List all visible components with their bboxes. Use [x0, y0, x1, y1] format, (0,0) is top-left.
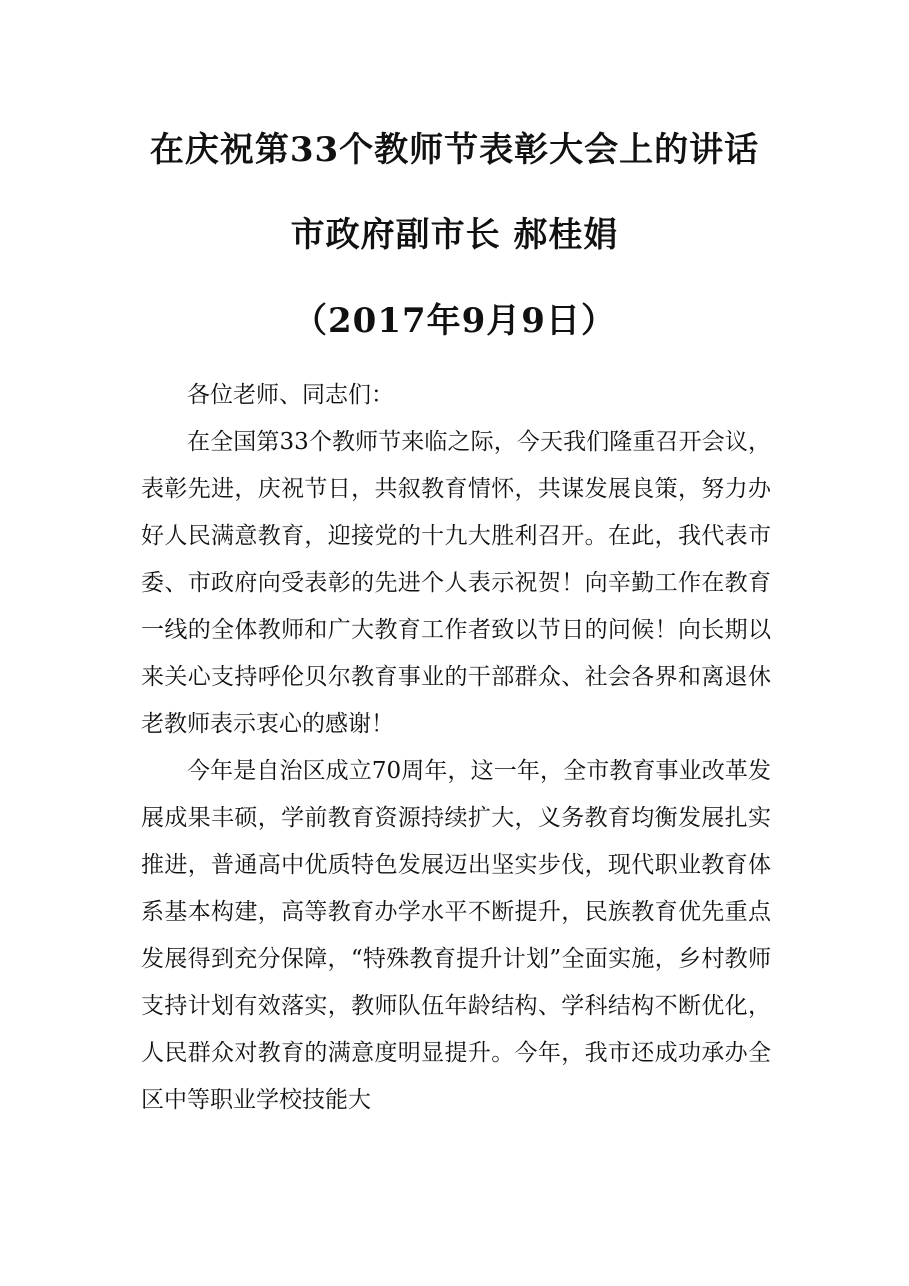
speaker-line: 市政府副市长 郝桂娟	[290, 215, 619, 255]
speech-body	[141, 372, 771, 1124]
document-title: 在庆祝第33个教师节表彰大会上的讲话	[149, 130, 760, 170]
salutation: 各位老师、同志们：	[187, 382, 394, 408]
paragraph: 在全国第33个教师节来临之际，今天我们隆重召开会议，表彰先进，庆祝节日，共叙教育情怀，共谋发展良策，努力办好人民满意教育，迎接党的十九大胜利召开。在此，我代表市委、市政府向受表彰的先进个人表示祝贺！向辛勤工作在教育一线的全体教师和广大教育工作者致以节日的问候！向长期以来关心支持呼伦贝尔教育事业的干部群众、社会各界和离退休老教师表示衷心的感谢！	[141, 429, 771, 737]
speech-date: （2017年9月9日）	[293, 301, 616, 341]
paragraph: 今年是自治区成立70周年，这一年，全市教育事业改革发展成果丰硕，学前教育资源持续扩大，义务教育均衡发展扎实推进，普通高中优质特色发展迈出坚实步伐，现代职业教育体系基本构建，高等教育办学水平不断提升，民族教育优先重点发展得到充分保障，“特殊教育提升计划”全面实施，乡村教师支持计划有效落实，教师队伍年龄结构、学科结构不断优化，人民群众对教育的满意度明显提升。今年，我市还成功承办全区中等职业学校技能大	[141, 758, 771, 1113]
